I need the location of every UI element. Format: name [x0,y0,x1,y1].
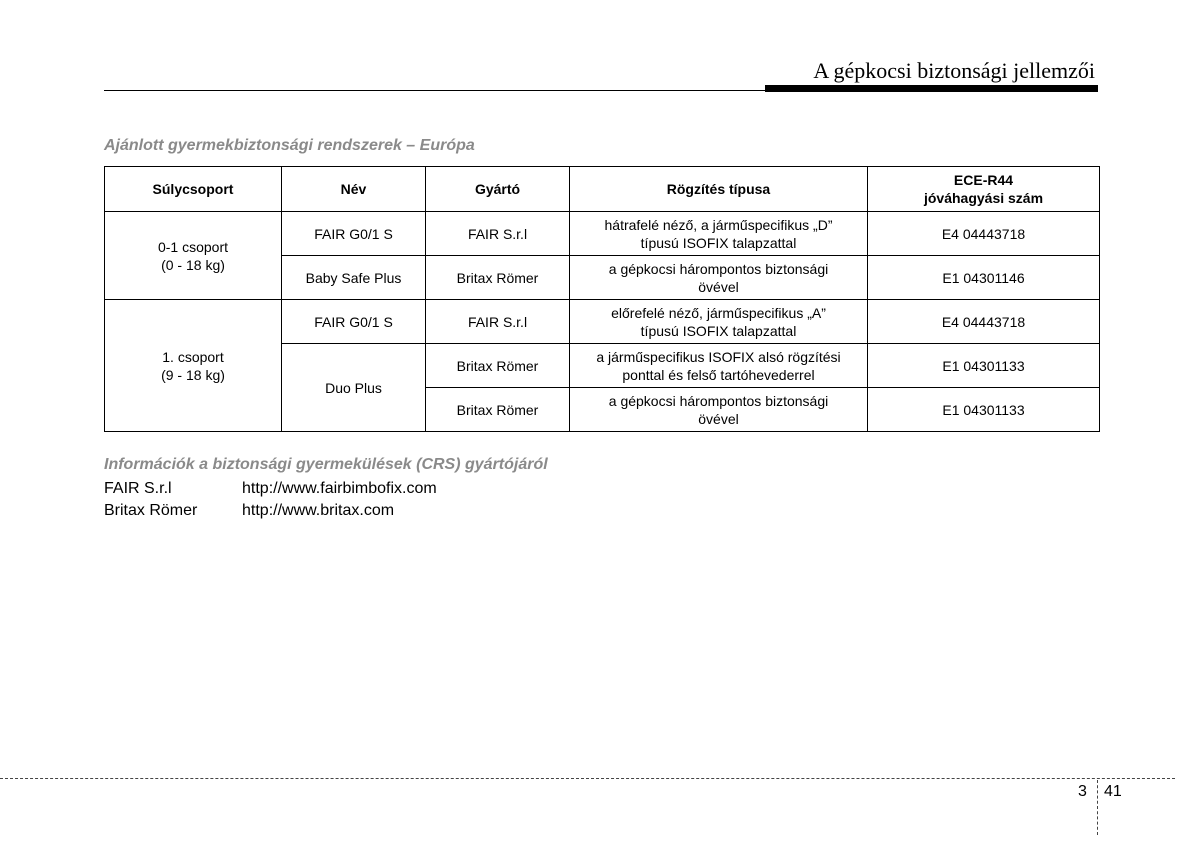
mounting-type-cell [570,344,868,388]
mounting-type-line1: hátrafelé néző, a járműspecifikus „D” [604,216,833,233]
footer-vertical-dashed-rule [1097,780,1098,835]
mounting-type-cell [570,388,868,432]
manufacturer-cell: FAIR S.r.l [426,212,570,256]
col-header-name: Név [282,167,426,212]
mounting-type-cell [570,300,868,344]
manufacturer-cell: Britax Römer [426,344,570,388]
approval-number-cell: E4 04443718 [868,212,1100,256]
col-header-approval [868,167,1100,212]
section-heading-crs-europe: Ajánlott gyermekbiztonsági rendszerek – Európa [104,137,475,154]
manufacturer-name: Britax Römer [104,502,198,519]
manufacturer-info-row [104,502,394,520]
approval-number-cell: E4 04443718 [868,300,1100,344]
footer-dashed-rule [0,778,1175,779]
weight-group-range: (0 - 18 kg) [161,256,225,273]
mounting-type-line2: ponttal és felső tartóhevederrel [622,366,815,383]
col-header-approval-line1: ECE-R44 [953,172,1014,188]
mounting-type-line2: típusú ISOFIX talapzattal [640,322,797,339]
mounting-type-cell [570,212,868,256]
page-number: 41 [1104,783,1122,800]
weight-group-cell [105,300,282,432]
table-row [105,212,1100,256]
mounting-type-line1: a járműspecifikus ISOFIX alsó rögzítési [596,348,841,365]
manufacturer-name: FAIR S.r.l [104,480,172,497]
mounting-type-line1: előrefelé néző, járműspecifikus „A” [611,304,826,321]
mounting-type-line1: a gépkocsi hárompontos biztonsági [608,392,829,409]
header-rule [104,90,1098,91]
manufacturer-cell: FAIR S.r.l [426,300,570,344]
manufacturer-url: http://www.britax.com [242,502,395,519]
mounting-type-line1: a gépkocsi hárompontos biztonsági [608,260,829,277]
weight-group-cell [105,212,282,300]
page-header-title: A gépkocsi biztonsági jellemzői [813,58,1095,83]
seat-name-cell: Duo Plus [282,344,426,432]
approval-number-cell: E1 04301146 [868,256,1100,300]
mounting-type-line2: övével [698,278,739,295]
manufacturer-url: http://www.fairbimbofix.com [242,480,437,497]
seat-name-cell: FAIR G0/1 S [282,212,426,256]
col-header-mounting-type: Rögzítés típusa [570,167,868,212]
seat-name-cell: FAIR G0/1 S [282,300,426,344]
mounting-type-line2: övével [698,410,739,427]
table-row [105,300,1100,344]
weight-group-label: 0-1 csoport [157,238,229,255]
col-header-manufacturer: Gyártó [426,167,570,212]
col-header-approval-line2: jóváhagyási szám [923,190,1044,206]
seat-name-cell: Baby Safe Plus [282,256,426,300]
approval-number-cell: E1 04301133 [868,388,1100,432]
manufacturer-cell: Britax Römer [426,256,570,300]
crs-table [104,166,1100,432]
mounting-type-cell [570,256,868,300]
manufacturer-info-row [104,480,437,498]
weight-group-range: (9 - 18 kg) [161,366,225,383]
weight-group-label: 1. csoport [162,348,224,365]
table-header-row [105,167,1100,212]
mounting-type-line2: típusú ISOFIX talapzattal [640,234,797,251]
section-heading-crs-manufacturers: Információk a biztonsági gyermekülések (CRS) gyártójáról [104,456,548,473]
chapter-number: 3 [1078,783,1087,800]
manufacturer-cell: Britax Römer [426,388,570,432]
approval-number-cell: E1 04301133 [868,344,1100,388]
col-header-weight-group: Súlycsoport [105,167,282,212]
